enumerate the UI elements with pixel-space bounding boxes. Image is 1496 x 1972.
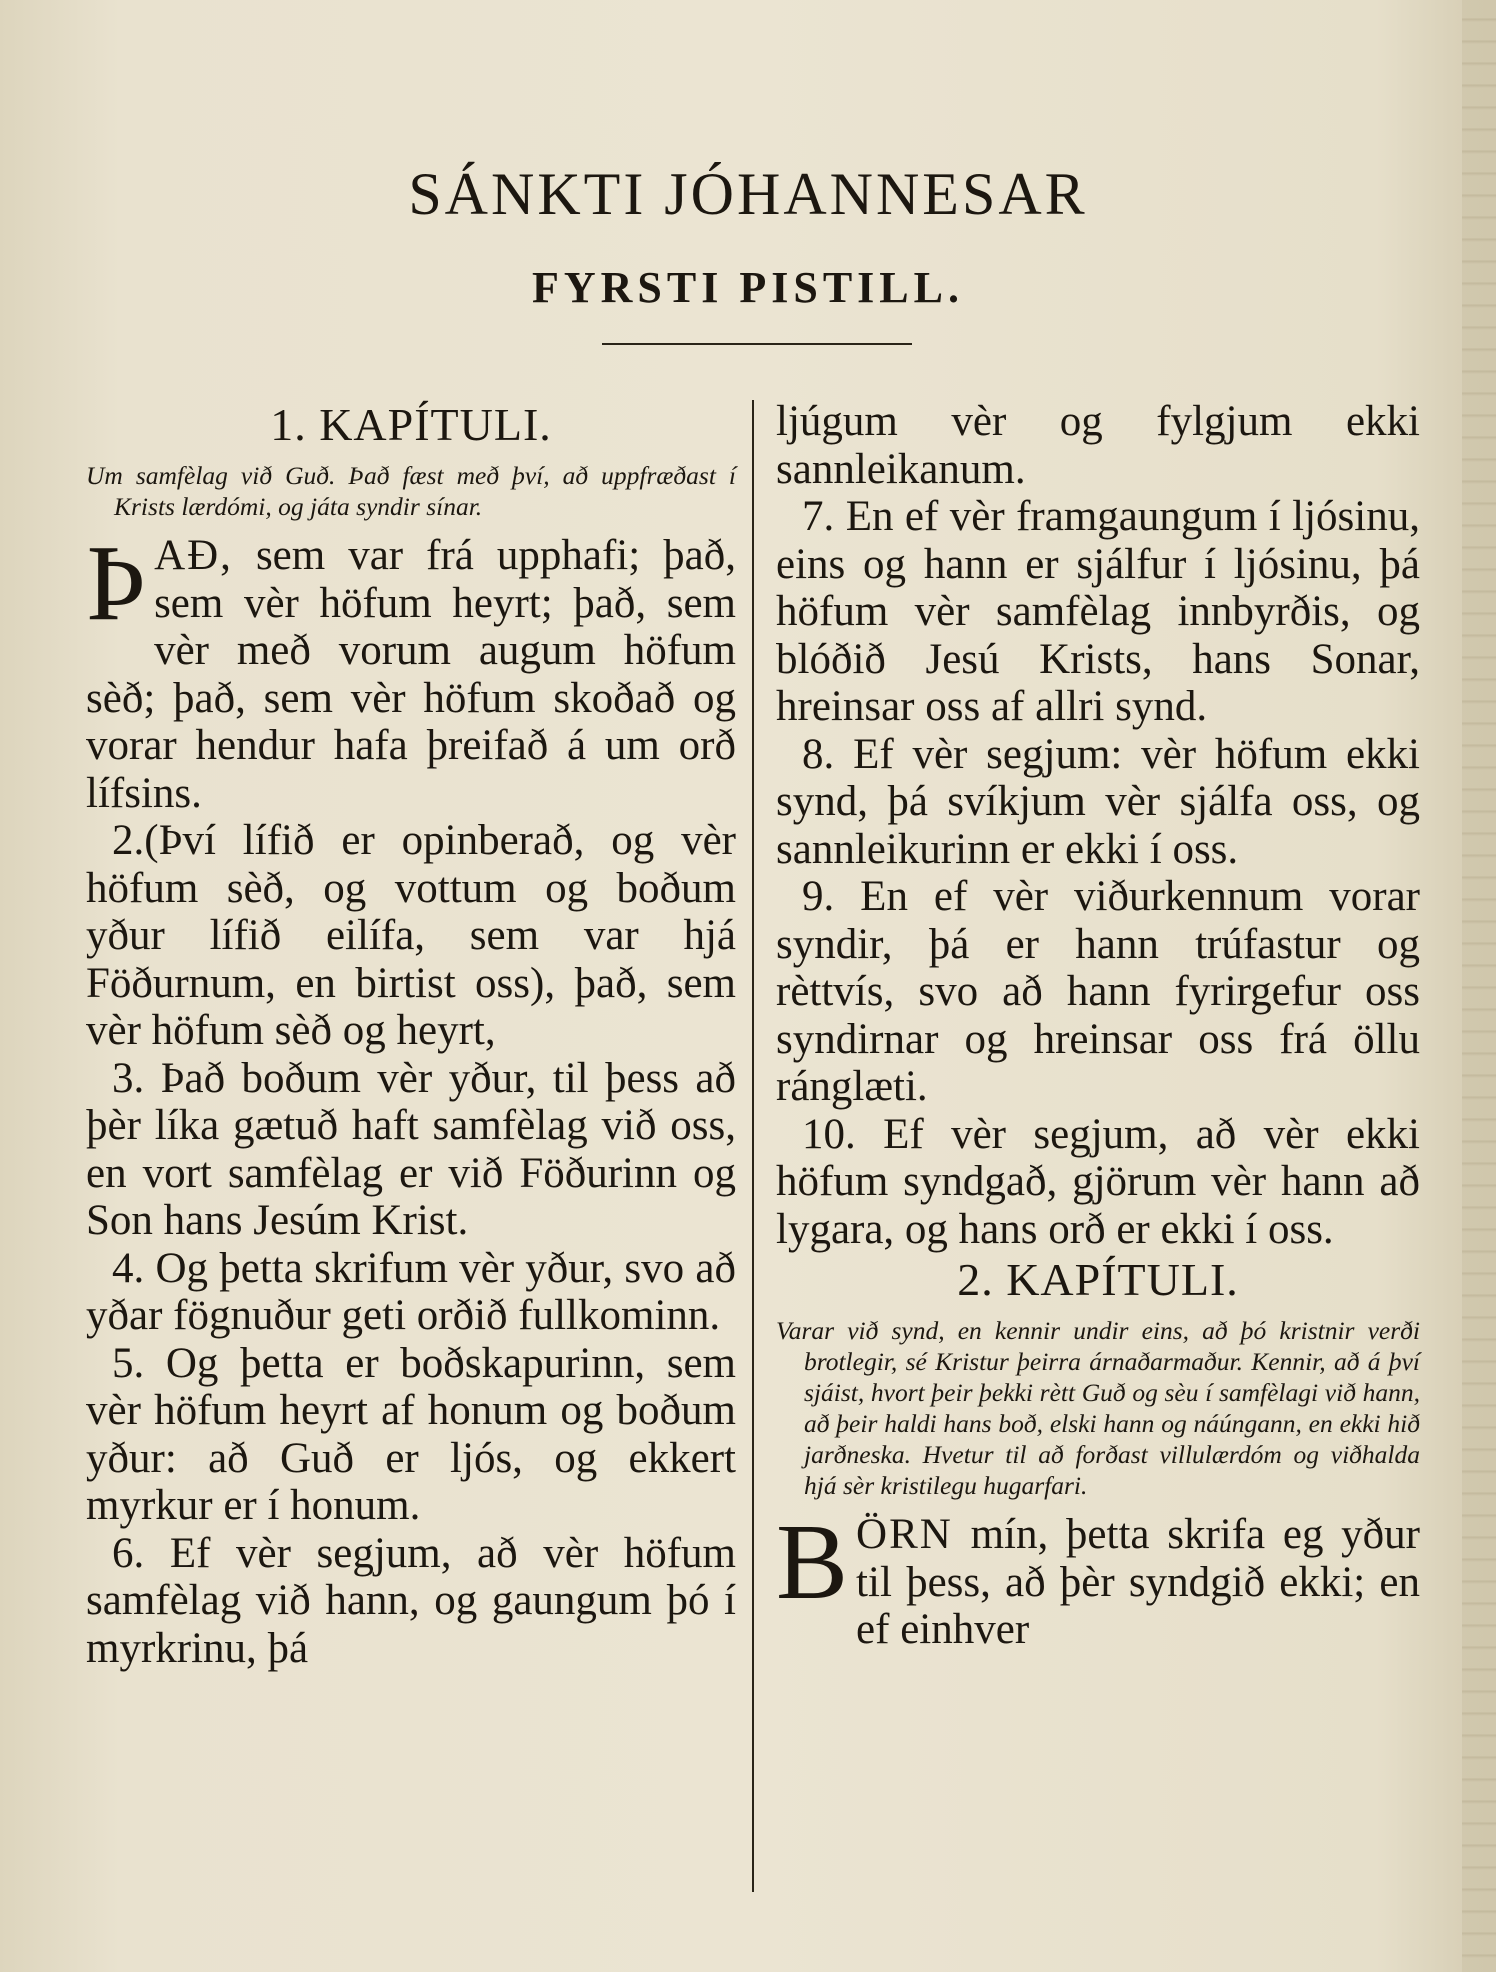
chapter-2-verse-1-caps: ÖRN bbox=[856, 1511, 953, 1558]
verse-8: 8. Ef vèr segjum: vèr höfum ekki synd, þá svíkjum vèr sjálfa oss, og sannleikurinn er ekki í oss. bbox=[776, 730, 1420, 873]
chapter-2-verse-1 bbox=[776, 1503, 1420, 1654]
verse-1 bbox=[86, 524, 736, 817]
chapter-1-heading: 1. KAPÍTULI. bbox=[270, 399, 552, 450]
chapter-2-verse-1-text: mín, þetta skrifa eg yður til þess, að þèr syndgið ekki; en ef einhver bbox=[856, 1511, 1420, 1653]
drop-cap: Þ bbox=[86, 524, 147, 643]
title-rule bbox=[602, 343, 912, 345]
drop-cap-b: B bbox=[776, 1503, 849, 1622]
chapter-2-heading: 2. KAPÍTULI. bbox=[957, 1254, 1239, 1305]
verse-6-end: ljúgum vèr og fylgjum ekki sannleikanum. bbox=[776, 398, 1420, 493]
right-column bbox=[776, 398, 1420, 1654]
verse-9: 9. En ef vèr viðurkennum vorar syndir, þá er hann trúfastur og rèttvís, svo að hann fyrirgefur oss syndirnar og hreinsar oss frá öllu ránglæti. bbox=[776, 873, 1420, 1110]
verse-3: 3. Það boðum vèr yður, til þess að þèr líka gætuð haft samfèlag við oss, en vort samfèlag er við Föðurinn og Son hans Jesúm Krist. bbox=[86, 1054, 736, 1244]
verse-6-start: 6. Ef vèr segjum, að vèr höfum samfèlag við hann, og gaungum þó í myrkrinu, þá bbox=[86, 1529, 736, 1672]
page-title: SÁNKTI JÓHANNESAR bbox=[408, 161, 1088, 227]
column-divider bbox=[752, 400, 754, 1892]
chapter-1-summary: Um samfèlag við Guð. Það fæst með því, að uppfræðast í Krists lærdómi, og játa syndir sínar. bbox=[86, 461, 736, 521]
chapter-2-summary: Varar við synd, en kennir undir eins, að þó kristnir verði brotlegir, sé Kristur þeirra árnaðarmaður. Kennir, að á því sjáist, hvort þeir þekki rètt Guð og sèu í samfèlagi við hann, að þeir haldi hans boð, elski hann og náúngann, en ekki hið jarðneska. Hvetur til að forðast villulærdóm og viðhalda hjá sèr kristilegu hugarfari. bbox=[776, 1316, 1420, 1500]
verse-7: 7. En ef vèr framgaungum í ljósinu, eins og hann er sjálfur í ljósinu, þá höfum vèr samfèlag innbyrðis, og blóðið Jesú Krists, hans Sonar, hreinsar oss af allri synd. bbox=[776, 493, 1420, 730]
verse-2: 2.(Því lífið er opinberað, og vèr höfum sèð, og vottum og boðum yður lífið eilífa, sem var hjá Föðurnum, en birtist oss), það, sem vèr höfum sèð og heyrt, bbox=[86, 817, 736, 1054]
verse-1-caps: AÐ, bbox=[154, 532, 233, 579]
verse-5: 5. Og þetta er boðskapurinn, sem vèr höfum heyrt af honum og boðum yður: að Guð er ljós, og ekkert myrkur er í honum. bbox=[86, 1339, 736, 1529]
page-subtitle: FYRSTI PISTILL. bbox=[531, 263, 964, 312]
verse-10: 10. Ef vèr segjum, að vèr ekki höfum syndgað, gjörum vèr hann að lygara, og hans orð er ekki í oss. bbox=[776, 1110, 1420, 1253]
verse-4: 4. Og þetta skrifum vèr yður, svo að yðar fögnuður geti orðið fullkominn. bbox=[86, 1244, 736, 1339]
left-column bbox=[86, 398, 736, 1672]
verse-1-text: sem var frá upphafi; það, sem vèr höfum heyrt; það, sem vèr með vorum augum höfum sèð; það, sem vèr höfum skoðað og vorar hendur hafa þreifað á um orð lífsins. bbox=[86, 532, 736, 817]
